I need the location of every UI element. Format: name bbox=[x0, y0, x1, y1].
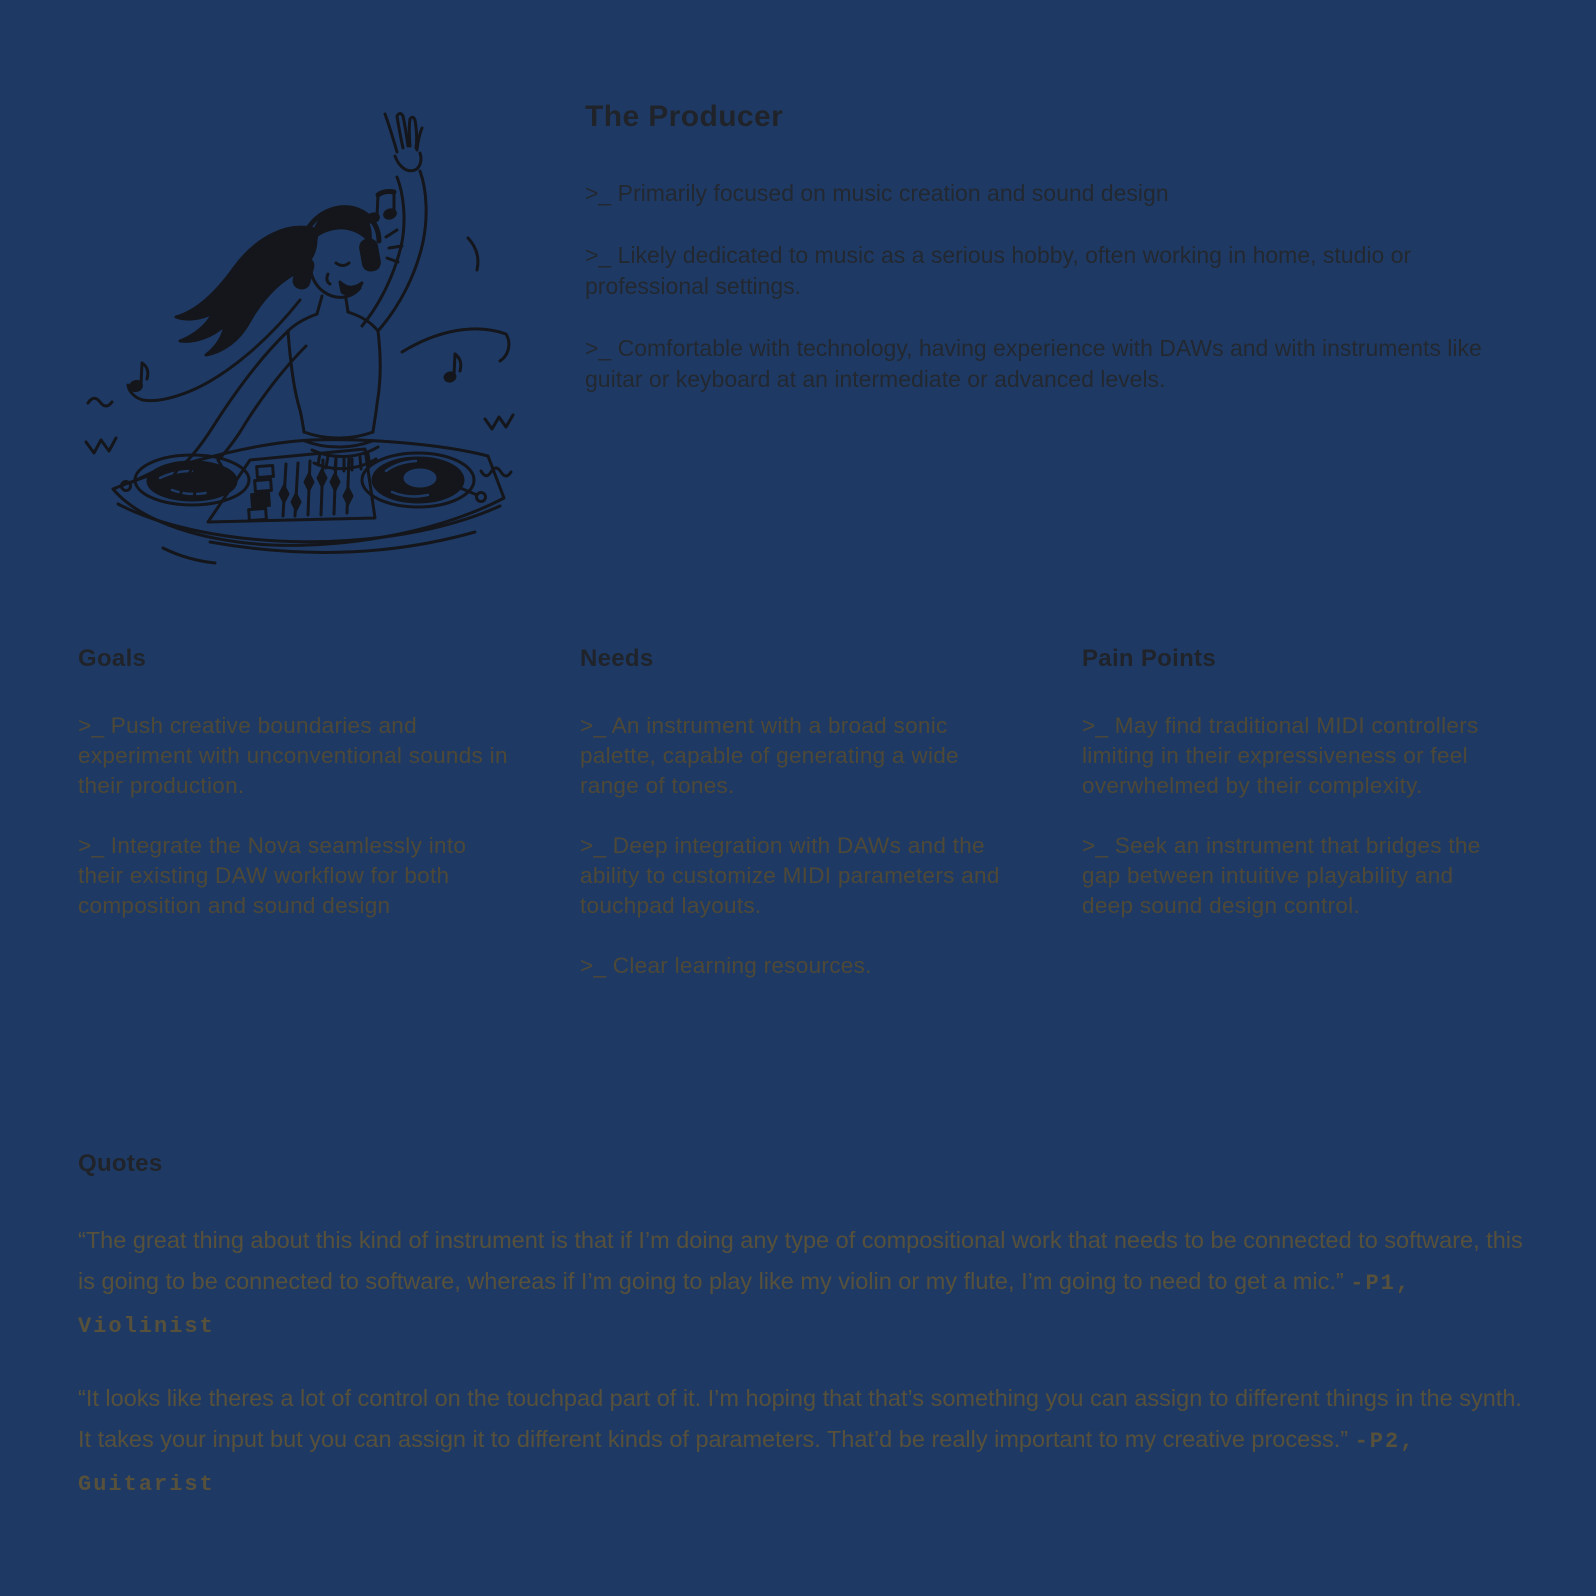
profile-bullet-1: >_ Primarily focused on music creation and sound design bbox=[585, 180, 1169, 206]
profile-bullet-3: >_ Comfortable with technology, having experience with DAWs and with instruments like guitar or keyboard at an intermediate or advanced levels. bbox=[585, 335, 1482, 392]
quote-1-text: “The great thing about this kind of instrument is that if I’m doing any type of compositional work that needs to be connected to software, this is going to be connected to software, whereas if I’m going to play like my violin or my flute, I’m going to need to get a mic.” bbox=[78, 1227, 1523, 1294]
quote-2-text: “It looks like theres a lot of control on the touchpad part of it. I’m hoping that that’s something you can assign to different things in the synth. It takes your input but you can assign it to different kinds of parameters. That’d be really important to my creative process.” bbox=[78, 1385, 1522, 1452]
needs-item-1: >_ An instrument with a broad sonic palette, capable of generating a wide range of tones. bbox=[580, 713, 959, 798]
page-title: The Producer bbox=[585, 100, 784, 133]
needs-heading: Needs bbox=[580, 645, 654, 672]
goals-column bbox=[78, 645, 513, 951]
profile-bullet-2: >_ Likely dedicated to music as a serious hobby, often working in home, studio or professional settings. bbox=[585, 242, 1412, 299]
quote-2 bbox=[78, 1378, 1540, 1505]
quote-2-attribution: -P2, Guitarist bbox=[78, 1429, 1416, 1497]
quotes-section bbox=[78, 1150, 1540, 1536]
pain-points-heading: Pain Points bbox=[1082, 645, 1216, 672]
dj-producer-illustration bbox=[60, 90, 540, 570]
quotes-heading: Quotes bbox=[78, 1150, 163, 1177]
goals-item-2: >_ Integrate the Nova seamlessly into their existing DAW workflow for both composition and sound design bbox=[78, 833, 467, 918]
music-notes bbox=[130, 191, 461, 391]
pain-points-column bbox=[1082, 645, 1502, 951]
needs-column bbox=[580, 645, 1015, 1011]
needs-item-3: >_ Clear learning resources. bbox=[580, 953, 872, 978]
pain-points-item-1: >_ May find traditional MIDI controllers limiting in their expressiveness or feel overwhelmed by their complexity. bbox=[1082, 713, 1479, 798]
goals-item-1: >_ Push creative boundaries and experiment with unconventional sounds in their production. bbox=[78, 713, 508, 798]
pain-points-item-2: >_ Seek an instrument that bridges the gap between intuitive playability and deep sound design control. bbox=[1082, 833, 1481, 918]
dj-deck bbox=[113, 440, 504, 563]
goals-heading: Goals bbox=[78, 645, 147, 672]
needs-item-2: >_ Deep integration with DAWs and the ability to customize MIDI parameters and touchpad layouts. bbox=[580, 833, 1000, 918]
quote-1-attribution: -P1, Violinist bbox=[78, 1271, 1412, 1339]
persona-profile bbox=[585, 100, 1490, 426]
quote-1 bbox=[78, 1220, 1540, 1347]
